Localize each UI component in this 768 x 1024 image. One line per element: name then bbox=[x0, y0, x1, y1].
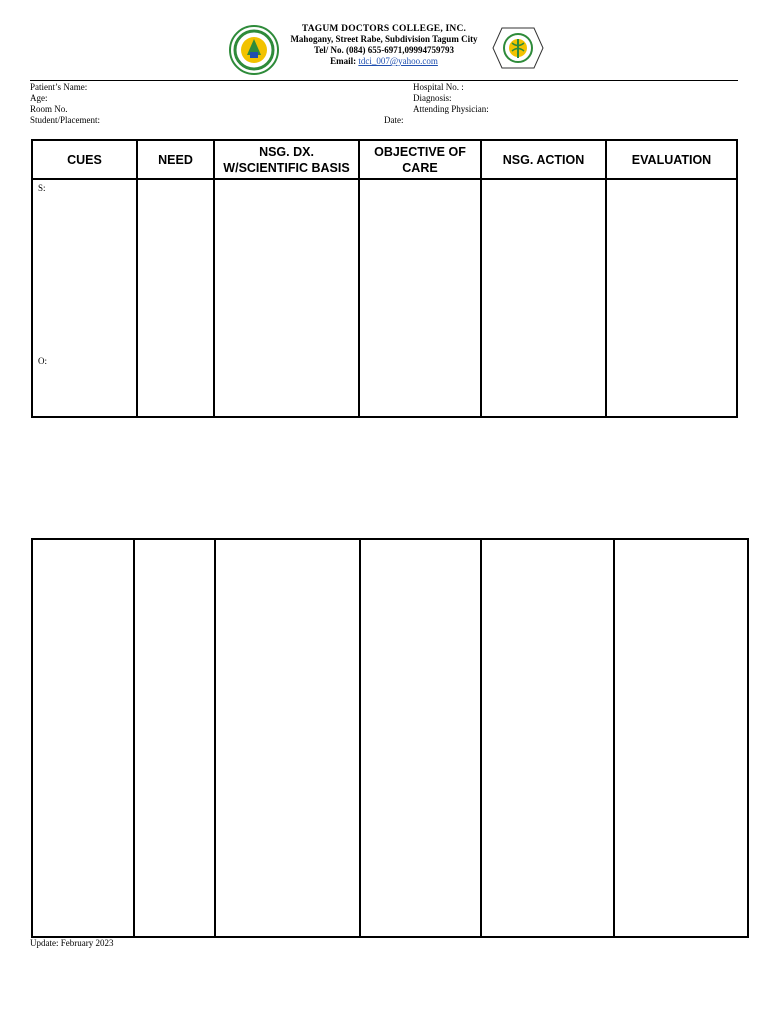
continuation-objective-cell[interactable] bbox=[360, 539, 481, 937]
attending-physician-field[interactable]: Attending Physician: bbox=[413, 104, 489, 114]
date-field[interactable]: Date: bbox=[384, 115, 404, 125]
continuation-nsg-action-cell[interactable] bbox=[481, 539, 614, 937]
nsg-action-cell[interactable] bbox=[481, 179, 606, 417]
objective-cell[interactable] bbox=[359, 179, 481, 417]
care-plan-table bbox=[31, 139, 738, 418]
update-note: Update: February 2023 bbox=[30, 938, 114, 948]
header-nsg-dx-line1: NSG. DX. bbox=[259, 144, 314, 159]
need-cell[interactable] bbox=[137, 179, 214, 417]
cue-subjective-label: S: bbox=[38, 183, 46, 193]
diagnosis-field[interactable]: Diagnosis: bbox=[413, 93, 452, 103]
continuation-table bbox=[31, 538, 749, 938]
room-no-field[interactable]: Room No. bbox=[30, 104, 68, 114]
cues-cell[interactable] bbox=[32, 179, 137, 417]
header-nsg-dx bbox=[214, 140, 359, 179]
continuation-evaluation-cell[interactable] bbox=[614, 539, 748, 937]
header-divider bbox=[30, 80, 738, 81]
header-nsg-dx-line2: W/SCIENTIFIC BASIS bbox=[223, 160, 350, 175]
header-objective-line2: CARE bbox=[402, 160, 438, 175]
college-email bbox=[0, 56, 768, 67]
patient-name-field[interactable]: Patient’s Name: bbox=[30, 82, 88, 92]
hospital-no-field[interactable]: Hospital No. : bbox=[413, 82, 464, 92]
table-header-row bbox=[32, 140, 737, 179]
continuation-need-cell[interactable] bbox=[134, 539, 215, 937]
evaluation-cell[interactable] bbox=[606, 179, 737, 417]
header-objective bbox=[359, 140, 481, 179]
header-need: NEED bbox=[137, 140, 214, 179]
header-cues: CUES bbox=[32, 140, 137, 179]
college-address: Mahogany, Street Rabe, Subdivision Tagum City bbox=[290, 34, 478, 44]
continuation-cues-cell[interactable] bbox=[32, 539, 134, 937]
email-link[interactable]: tdci_007@yahoo.com bbox=[358, 56, 438, 66]
header-objective-line1: OBJECTIVE OF bbox=[374, 144, 466, 159]
nsg-dx-cell[interactable] bbox=[214, 179, 359, 417]
student-placement-field[interactable]: Student/Placement: bbox=[30, 115, 100, 125]
header-evaluation: EVALUATION bbox=[606, 140, 737, 179]
age-field[interactable]: Age: bbox=[30, 93, 48, 103]
college-telephone: Tel/ No. (084) 655-6971,09994759793 bbox=[314, 45, 454, 55]
cue-objective-label: O: bbox=[38, 356, 47, 366]
header-nsg-action: NSG. ACTION bbox=[481, 140, 606, 179]
email-label: Email: bbox=[330, 56, 359, 66]
continuation-nsg-dx-cell[interactable] bbox=[215, 539, 360, 937]
table-row bbox=[32, 179, 737, 417]
table-row bbox=[32, 539, 748, 937]
college-name: TAGUM DOCTORS COLLEGE, INC. bbox=[301, 24, 467, 34]
